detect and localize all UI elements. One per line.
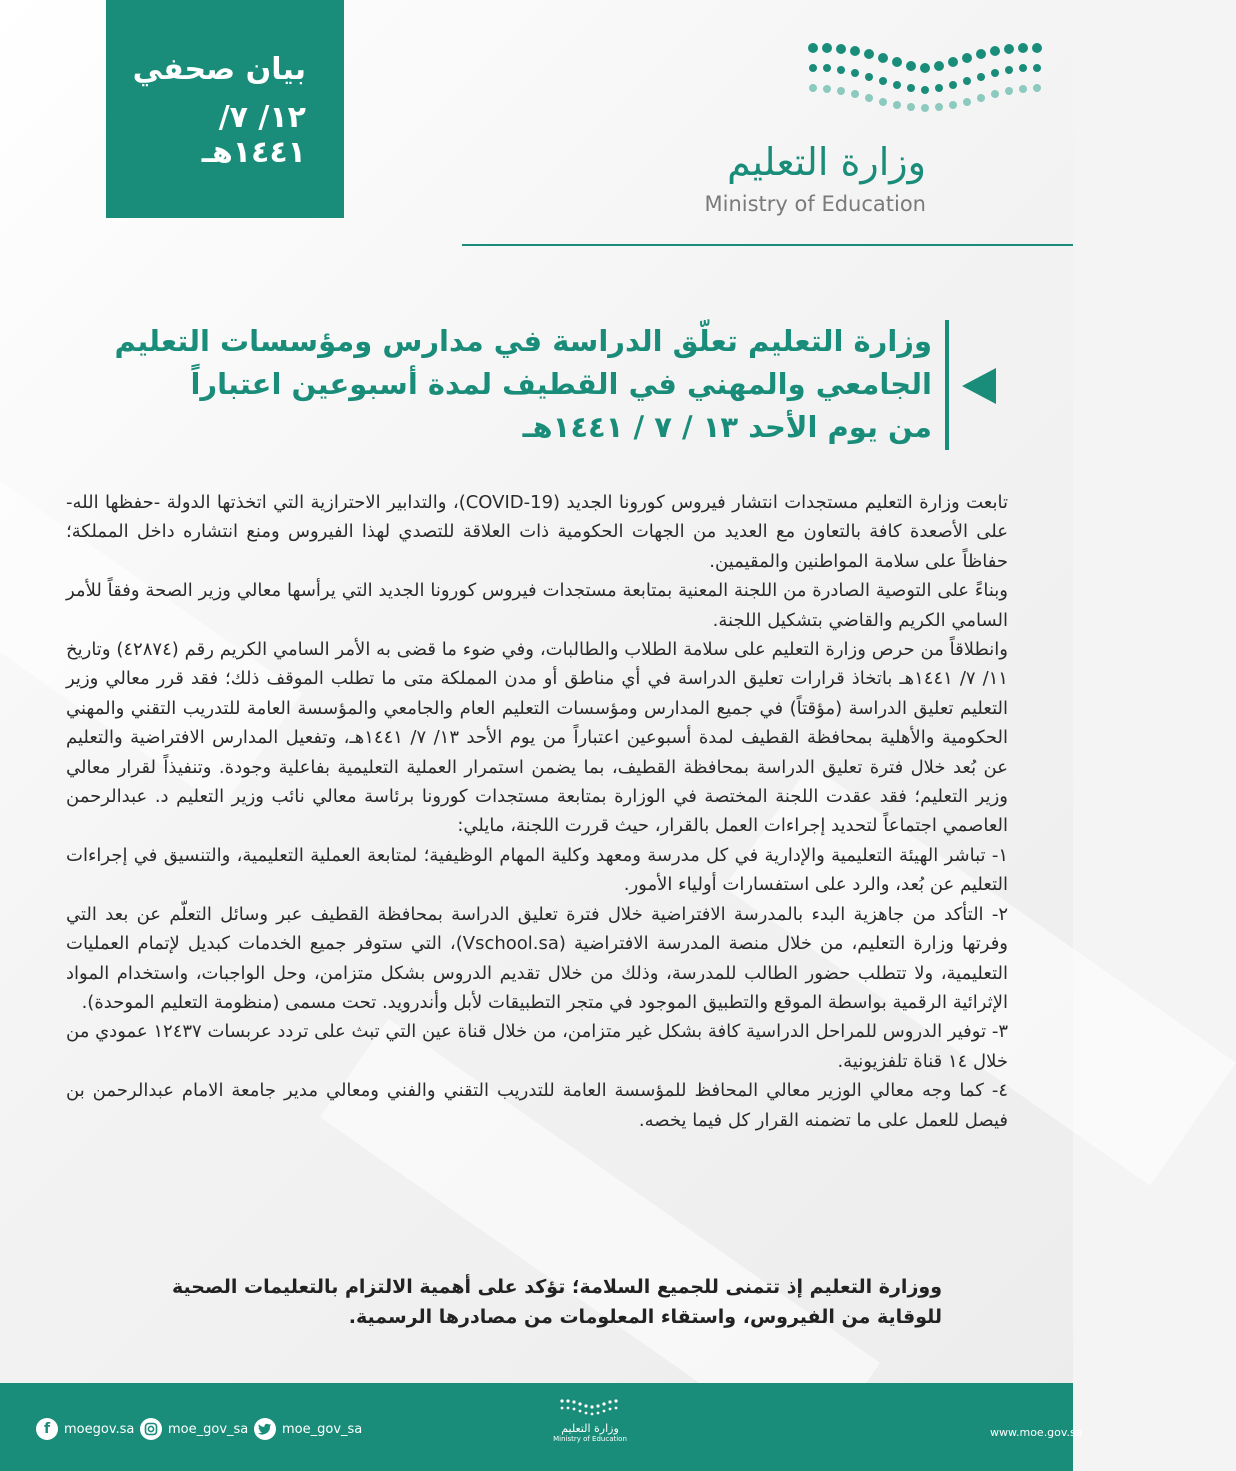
press-release-body (66, 488, 1008, 1135)
instagram-icon (140, 1418, 162, 1440)
footer-logo-english: Ministry of Education (553, 1435, 627, 1443)
footer-logo-arabic: وزارة التعليم (561, 1422, 619, 1435)
headline-arrow-icon (962, 368, 996, 404)
website-link[interactable]: www.moe.gov.sa (990, 1426, 1083, 1439)
decision-item-3: ٣- توفير الدروس للمراحل الدراسية كافة بشكل غير متزامن، من خلال قناة عين التي تبث على تردد عربسات ١٢٤٣٧ عمودي من خلال ١٤ قناة تلفزيونية. (66, 1021, 1008, 1072)
headline-line-2: الجامعي والمهني في القطيف لمدة أسبوعين اعتباراً (190, 367, 932, 401)
logo-arabic-name: وزارة التعليم (727, 140, 926, 184)
instagram-link[interactable] (140, 1416, 248, 1442)
body-paragraph-2: وبناءً على التوصية الصادرة من اللجنة المعنية بمتابعة مستجدات فيروس كورونا الجديد التي يرأسها معالي وزير الصحة وفقاً للأمر السامي الكريم والقاضي بتشكيل اللجنة. (66, 580, 1008, 631)
twitter-link[interactable] (254, 1416, 362, 1442)
footer-logo (540, 1398, 640, 1443)
header-divider (462, 244, 1073, 246)
instagram-handle: moe_gov_sa (168, 1421, 249, 1437)
headline (60, 320, 932, 449)
press-release-badge (106, 0, 344, 218)
twitter-handle: moe_gov_sa (282, 1421, 363, 1437)
body-paragraph-3: وانطلاقاً من حرص وزارة التعليم على سلامة الطلاب والطالبات، وفي ضوء ما قضى به الأمر السامي الكريم رقم (٤٢٨٧٤) وتاريخ ١١/ ٧/ ١٤٤١هـ باتخاذ قرارات تعليق الدراسة في أي مناطق أو مدن المملكة متى ما تطلب الموقف ذلك؛ فقد قرر معالي وزير التعليم تعليق الدراسة (مؤقتاً) في جميع المدارس ومؤسسات التعليم العام والجامعي والمؤسسة العامة للتدريب التقني والمهني الحكومية والأهلية بمحافظة القطيف لمدة أسبوعين اعتباراً من يوم الأحد ١٣/ ٧/ ١٤٤١هـ، وتفعيل المدارس الافتراضية والتعليم عن بُعد خلال فترة تعليق الدراسة بمحافظة القطيف، بما يضمن استمرار العملية التعليمية بفاعلية وجودة. وتنفيذاً لقرار معالي وزير التعليم؛ فقد عقدت اللجنة المختصة في الوزارة بمتابعة مستجدات كورونا برئاسة معالي نائب وزير التعليم د. عبدالرحمن العاصمي اجتماعاً لتحديد إجراءات العمل بالقرار، حيث قررت اللجنة، مايلي: (66, 639, 1008, 837)
logo-english-name: Ministry of Education (704, 192, 926, 216)
decision-item-1: ١- تباشر الهيئة التعليمية والإدارية في كل مدرسة ومعهد وكلية المهام الوظيفية؛ لمتابعة العملية التعليمية، والتنسيق في إجراءات التعليم عن بُعد، والرد على استفسارات أولياء الأمور. (66, 844, 1008, 896)
closing-statement: ووزارة التعليم إذ تتمنى للجميع السلامة؛ تؤكد على أهمية الالتزام بالتعليمات الصحية للوقاية من الفيروس، واستقاء المعلومات من مصادرها الرسمية. (172, 1276, 942, 1328)
ministry-logo-dots-icon (805, 40, 1045, 112)
facebook-link[interactable] (36, 1416, 134, 1442)
headline-line-3: من يوم الأحد ١٣ / ٧ / ١٤٤١هـ (522, 410, 932, 444)
headline-line-1: وزارة التعليم تعلّق الدراسة في مدارس ومؤسسات التعليم (114, 324, 932, 358)
facebook-icon: f (36, 1418, 58, 1440)
decision-item-4: ٤- كما وجه معالي الوزير معالي المحافظ للمؤسسة العامة للتدريب التقني والفني ومعالي مدير جامعة الامام عبدالرحمن بن فيصل للعمل على ما تضمنه القرار كل فيما يخصه. (66, 1080, 1008, 1131)
decision-item-2: ٢- التأكد من جاهزية البدء بالمدرسة الافتراضية خلال فترة تعليق الدراسة بمحافظة القطيف عبر وسائل التعلّم عن بعد التي وفرتها وزارة التعليم، من خلال منصة المدرسة الافتراضية (Vschool.sa)، التي ستوفر جميع الخدمات كبديل لإتمام العمليات التعليمية، ولا تتطلب حضور الطالب للمدرسة، وذلك من خلال تقديم الدروس بشكل متزامن، وحل الواجبات، واستخدام المواد الإثرائية الرقمية بواسطة الموقع والتطبيق الموجود في متجر التطبيقات لأبل وأندرويد. تحت مسمى (منظومة التعليم الموحدة). (66, 903, 1008, 1013)
body-paragraph-1: تابعت وزارة التعليم مستجدات انتشار فيروس كورونا الجديد (COVID-19)، والتدابير الاحترازية التي اتخذتها الدولة -حفظها الله- على الأصعدة كافة بالتعاون مع العديد من الجهات الحكومية ذات العلاقة للتصدي لهذا الفيروس ومنع انتشاره داخل المملكة؛ حفاظاً على سلامة المواطنين والمقيمين. (66, 492, 1008, 572)
badge-date: ١٢/ ٧/ ١٤٤١هـ (201, 100, 306, 170)
footer-logo-dots-icon (558, 1398, 622, 1418)
headline-accent-bar (945, 320, 949, 450)
twitter-icon (254, 1418, 276, 1440)
facebook-handle: moegov.sa (64, 1421, 135, 1437)
badge-title: بيان صحفي (132, 52, 306, 87)
